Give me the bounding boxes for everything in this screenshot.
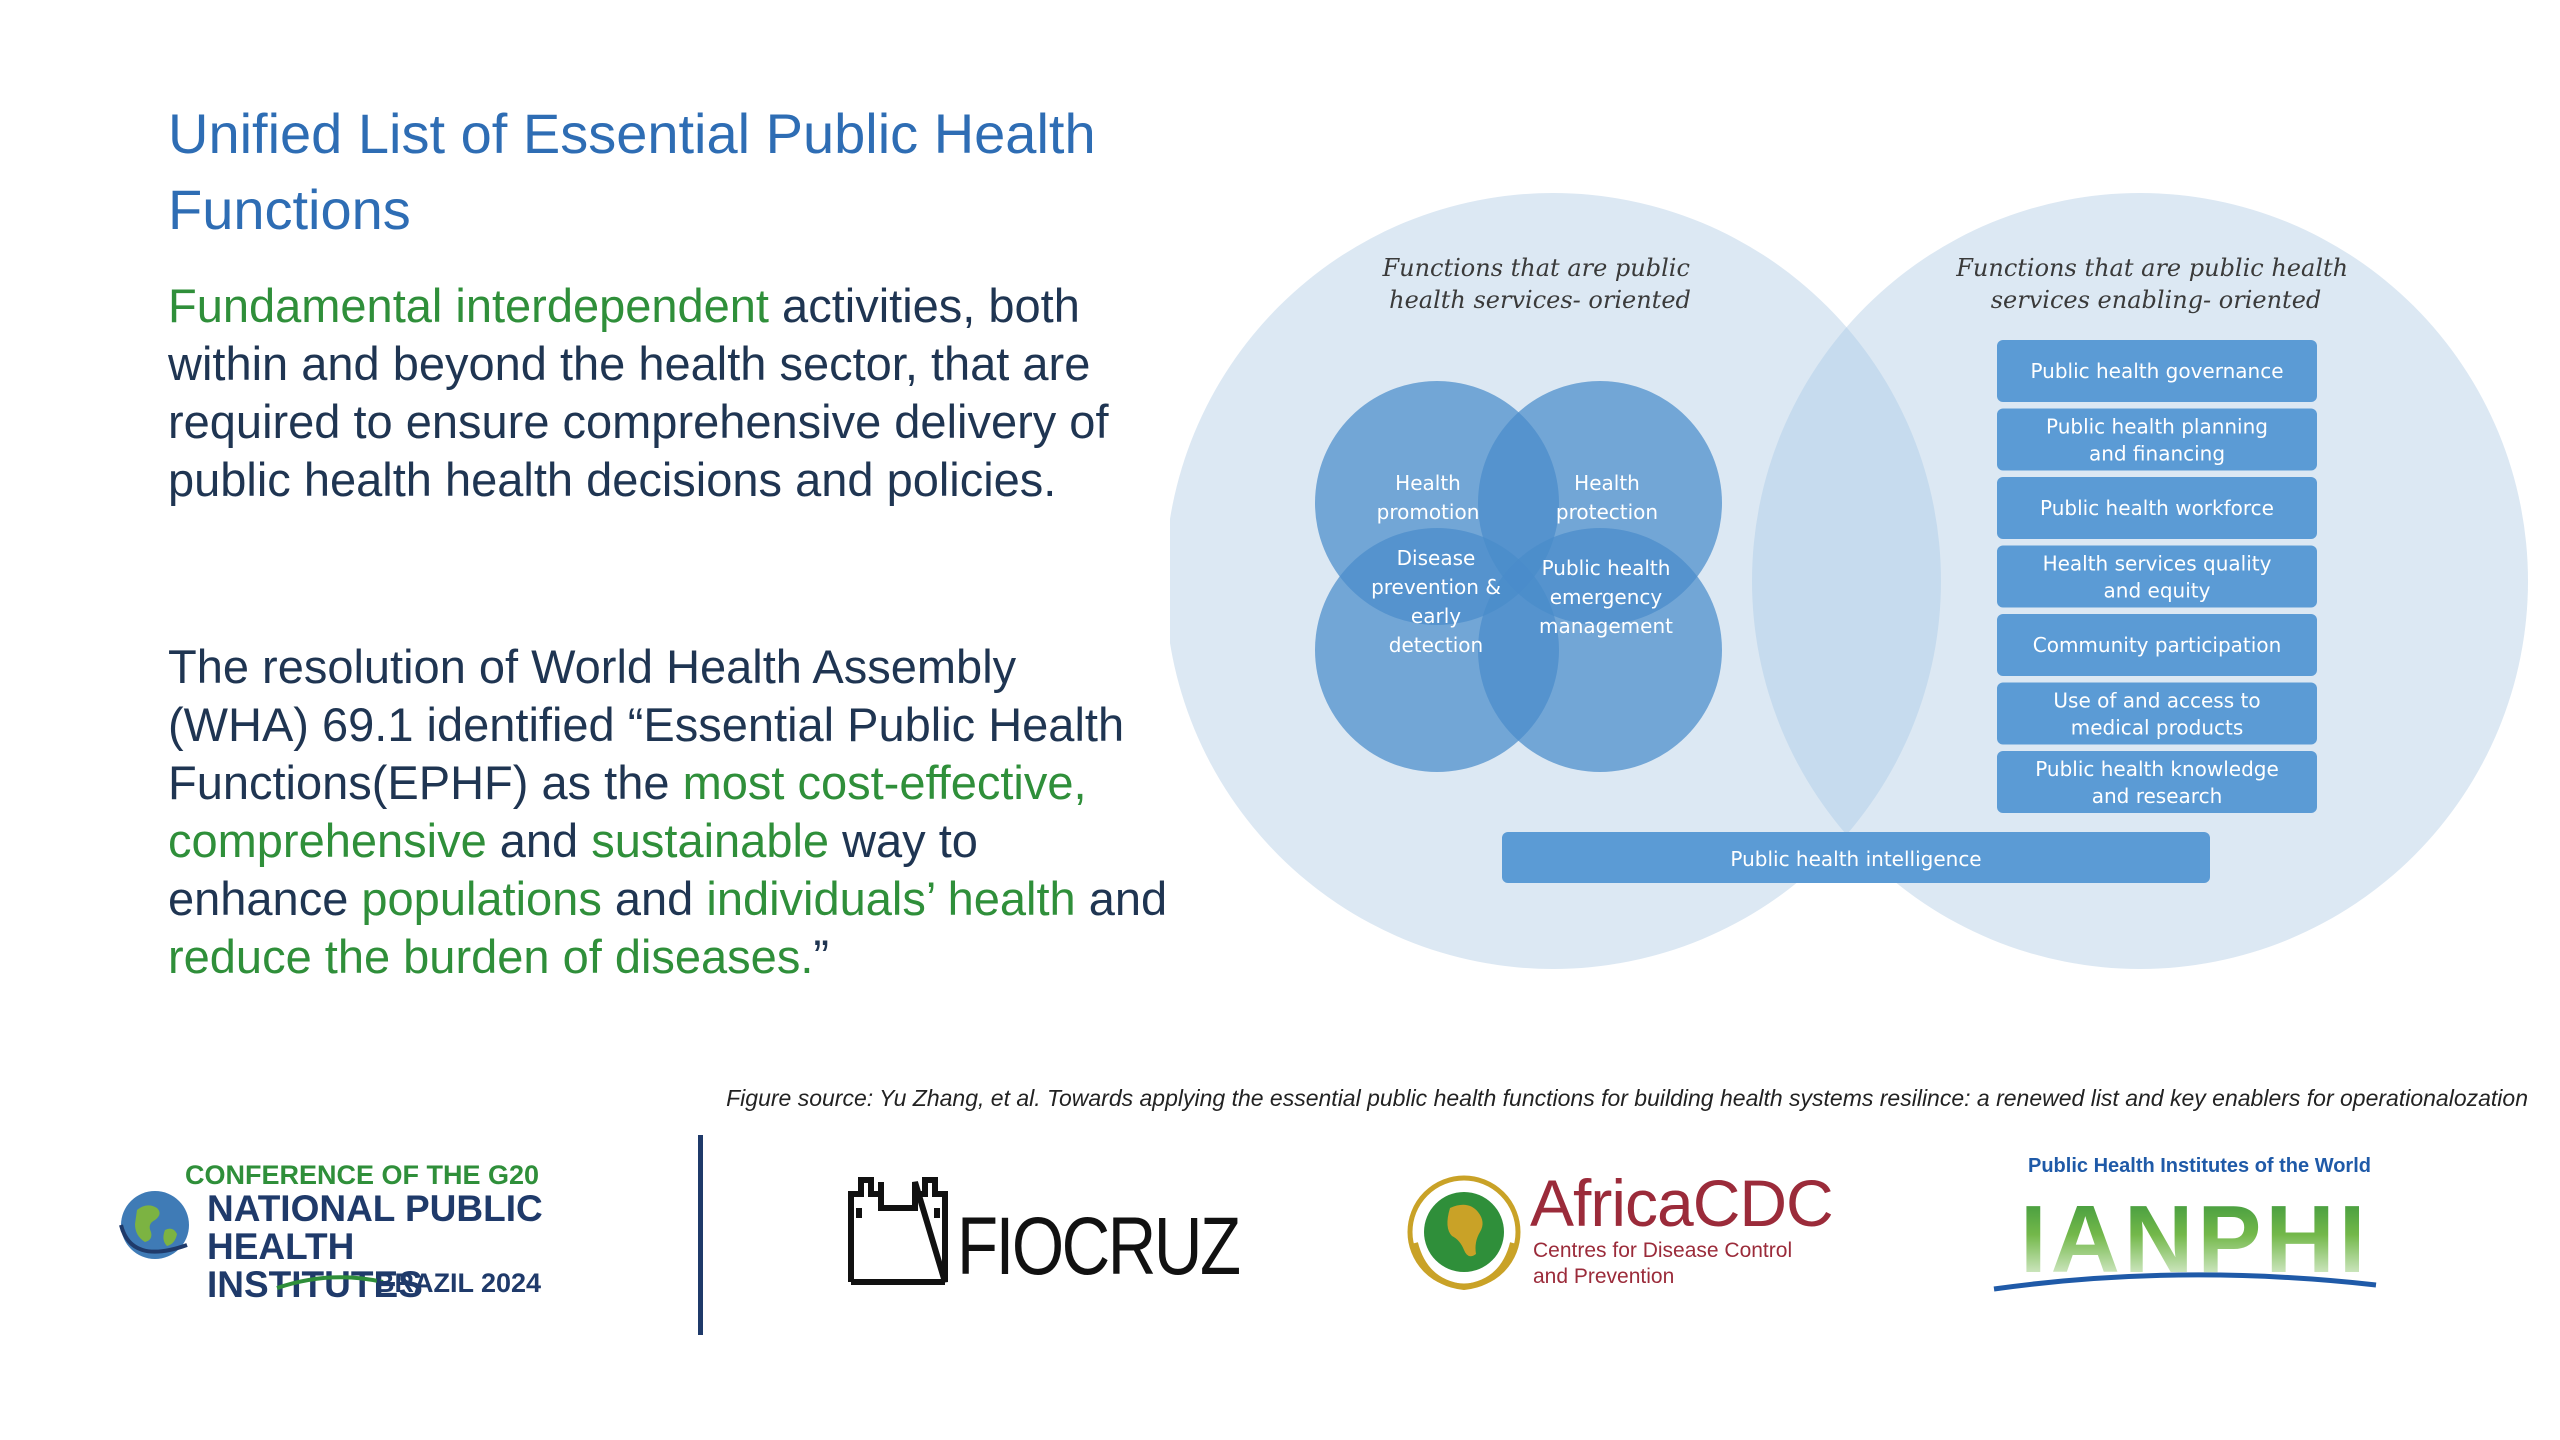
africacdc-tagline-1: Centres for Disease Control	[1533, 1239, 1793, 1262]
paragraph-text: and	[601, 872, 707, 925]
service-function-label: Disease prevention & early detection	[1371, 546, 1501, 657]
highlighted-text: individuals’ health	[706, 872, 1076, 925]
g20-logo-line4: BRAZIL 2024	[375, 1268, 542, 1298]
highlighted-text: reduce the burden of diseases.	[168, 930, 814, 983]
highlighted-text: sustainable	[591, 814, 830, 867]
service-function-label: Health promotion	[1376, 471, 1480, 524]
fiocruz-wordmark: FIOCRUZ	[957, 1201, 1239, 1292]
paragraph-text: ”	[813, 930, 830, 983]
ianphi-tagline: Public Health Institutes of the World	[2028, 1155, 2371, 1177]
service-function-label: Health protection	[1555, 471, 1659, 524]
ianphi-logo	[1990, 1155, 2390, 1295]
ianphi-wordmark: IANPHI	[2020, 1186, 2370, 1293]
slide-title: Unified List of Essential Public Health Functions	[168, 102, 1096, 241]
enabling-function-label: Public health workforce	[2040, 496, 2274, 520]
swoosh-icon	[275, 1272, 385, 1292]
logo-divider	[698, 1135, 703, 1335]
g20-logo-line2: NATIONAL PUBLIC	[207, 1188, 543, 1229]
enabling-function-label: Public health governance	[2030, 359, 2284, 383]
paragraph-text: and	[486, 814, 592, 867]
paragraph-text: activities, both within and beyond the health sector, that are required to ensure comprehensive delivery of public health health decisions and policies.	[168, 279, 1109, 506]
services-oriented-heading: Functions that are public health services- oriented	[1382, 254, 1691, 314]
public-health-intelligence-label: Public health intelligence	[1730, 847, 1982, 871]
swoosh-icon	[1990, 1265, 2380, 1295]
definition-paragraph	[168, 277, 1168, 509]
africacdc-wordmark: AfricaCDC	[1530, 1166, 1833, 1240]
castle-icon	[845, 1168, 950, 1286]
highlighted-text: Fundamental interdependent	[168, 279, 769, 332]
enabling-function-label: Public health knowledge and research	[2035, 757, 2279, 808]
globe-icon	[115, 1180, 195, 1270]
service-function-label: Public health emergency management	[1539, 556, 1673, 638]
enabling-function-label: Public health planning and financing	[2045, 414, 2269, 466]
enabling-oriented-heading: Functions that are public health services enabling- oriented	[1956, 254, 2349, 314]
highlighted-text: most cost-effective, comprehensive	[168, 756, 1087, 867]
enabling-function-label: Community participation	[2032, 633, 2282, 657]
g20-logo-line3: HEALTH INSTITUTES	[207, 1226, 423, 1305]
enabling-function-label: Health services quality and equity	[2042, 551, 2272, 603]
paragraph-text: The resolution of World Health Assembly (WHA) 69.1 identified “Essential Public Health Functions(EPHF) as the	[168, 640, 1125, 809]
g20-conference-logo	[115, 1160, 575, 1310]
paragraph-text: and	[1075, 872, 1168, 925]
paragraph-text: way to enhance	[168, 814, 978, 925]
highlighted-text: populations	[361, 872, 602, 925]
resolution-paragraph	[168, 638, 1168, 986]
africacdc-logo	[1405, 1165, 1833, 1295]
africa-emblem-icon	[1405, 1173, 1523, 1291]
ephf-diagram	[1170, 190, 2530, 990]
fiocruz-logo	[845, 1160, 1245, 1290]
africacdc-tagline-2: and Prevention	[1533, 1265, 1675, 1288]
figure-source: Figure source: Yu Zhang, et al. Towards applying the essential public health functions for building health systems resilince: a renewed list and key enablers for operationalozation	[726, 1085, 2528, 1111]
enabling-function-label: Use of and access to medical products	[2053, 688, 2261, 740]
g20-logo-line1: CONFERENCE OF THE G20	[185, 1160, 540, 1190]
